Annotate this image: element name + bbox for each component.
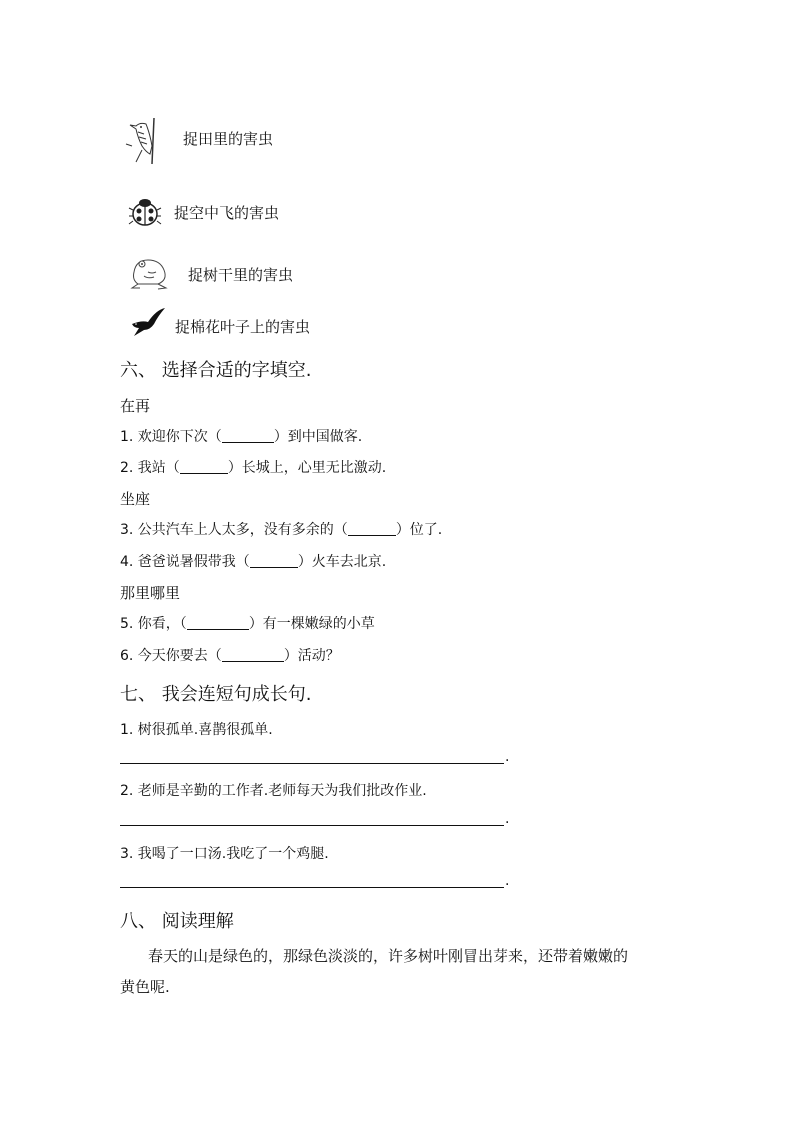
answer-line-3[interactable] [120,887,504,888]
answer-blank-2[interactable] [180,459,228,474]
frog-icon [128,252,172,292]
question-1: 1. 欢迎你下次（ ）到中国做客. [120,429,363,445]
sentence-question-2: 2. 老师是辛勤的工作者.老师每天为我们批改作业. [120,783,427,799]
line-end-period: . [505,749,510,765]
word-group-1: 在再 [120,397,151,415]
answer-blank-3[interactable] [348,521,396,536]
answer-line-2[interactable] [120,825,504,826]
question-4: 4. 爸爸说暑假带我（ ）火车去北京. [120,554,387,570]
line-end-period: . [505,811,510,827]
reading-paragraph-line-2: 黄色呢. [120,978,170,996]
answer-blank-5[interactable] [187,615,249,630]
section-7-title: 七、 我会连短句成长句. [120,684,312,705]
question-6: 6. 今天你要去（ ）活动？ [120,648,340,664]
answer-blank-6[interactable] [222,647,284,662]
animal-label: 捉树干里的害虫 [188,266,294,284]
animal-label: 捉空中飞的害虫 [174,204,280,222]
word-group-2: 坐座 [120,490,151,508]
word-group-3: 那里哪里 [120,584,181,602]
ladybug-icon [128,196,162,228]
swallow-icon [130,306,166,338]
answer-blank-4[interactable] [250,553,298,568]
answer-blank-1[interactable] [222,428,274,443]
section-8-title: 八、 阅读理解 [120,911,234,932]
line-end-period: . [505,873,510,889]
sentence-question-3: 3. 我喝了一口汤.我吃了一个鸡腿. [120,846,329,862]
woodpecker-icon [124,116,168,166]
animal-label: 捉田里的害虫 [183,130,274,148]
reading-paragraph-line-1: 春天的山是绿色的，那绿色淡淡的，许多树叶刚冒出芽来，还带着嫩嫩的 [148,947,629,965]
section-6-title: 六、 选择合适的字填空. [120,360,312,381]
question-5: 5. 你看，（ ）有一棵嫩绿的小草 [120,616,375,632]
question-2: 2. 我站（ ）长城上，心里无比激动. [120,460,387,476]
sentence-question-1: 1. 树很孤单.喜鹊很孤单. [120,722,273,738]
answer-line-1[interactable] [120,763,504,764]
question-3: 3. 公共汽车上人太多，没有多余的（ ）位了. [120,522,443,538]
animal-label: 捉棉花叶子上的害虫 [175,318,311,336]
